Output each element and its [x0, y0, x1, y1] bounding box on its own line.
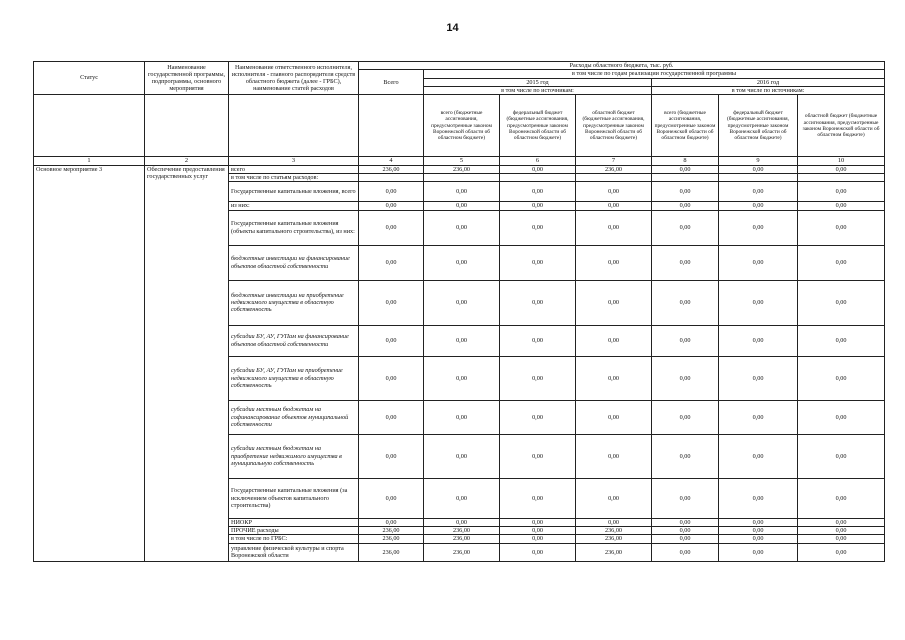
- value-cell: 0,00: [719, 356, 798, 400]
- header-2015-federal: федеральный бюджет (бюджетные ассигнования, предусмотренные законом Воронежской области об областном бюджете): [500, 95, 576, 157]
- row-label: из них:: [229, 202, 359, 210]
- value-cell: 0,00: [500, 527, 576, 535]
- value-cell: [424, 174, 500, 182]
- value-cell: 0,00: [500, 325, 576, 356]
- header-2015-regional: областной бюджет (бюджетные ассигнования, предусмотренные законом Воронежской области об областном бюджете): [576, 95, 652, 157]
- value-cell: 0,00: [576, 356, 652, 400]
- value-cell: 0,00: [359, 202, 424, 210]
- budget-table: [33, 61, 885, 562]
- value-cell: 236,00: [424, 535, 500, 543]
- col-number: 5: [424, 157, 500, 166]
- value-cell: 0,00: [359, 478, 424, 518]
- value-cell: 0,00: [500, 478, 576, 518]
- value-cell: 0,00: [576, 518, 652, 526]
- value-cell: 0,00: [798, 527, 885, 535]
- value-cell: 0,00: [798, 245, 885, 280]
- value-cell: 0,00: [652, 527, 719, 535]
- value-cell: 0,00: [652, 325, 719, 356]
- value-cell: 0,00: [576, 400, 652, 434]
- value-cell: 0,00: [359, 518, 424, 526]
- value-cell: 236,00: [576, 543, 652, 561]
- row-label: бюджетные инвестиции на приобретение недвижимого имущества в областную собственность: [229, 280, 359, 325]
- value-cell: 0,00: [500, 202, 576, 210]
- value-cell: 236,00: [424, 165, 500, 173]
- page-number: 14: [446, 22, 459, 34]
- value-cell: 0,00: [424, 202, 500, 210]
- value-cell: [576, 174, 652, 182]
- value-cell: 0,00: [424, 434, 500, 478]
- value-cell: 0,00: [359, 210, 424, 245]
- value-cell: 236,00: [359, 535, 424, 543]
- value-cell: 236,00: [576, 527, 652, 535]
- value-cell: 236,00: [359, 543, 424, 561]
- value-cell: 0,00: [576, 245, 652, 280]
- value-cell: 0,00: [719, 245, 798, 280]
- col-number: 10: [798, 157, 885, 166]
- value-cell: 0,00: [359, 280, 424, 325]
- header-year-2016: 2016 год: [652, 78, 885, 86]
- value-cell: 0,00: [719, 478, 798, 518]
- value-cell: 0,00: [798, 400, 885, 434]
- value-cell: 0,00: [576, 210, 652, 245]
- value-cell: 0,00: [424, 356, 500, 400]
- value-cell: 0,00: [500, 400, 576, 434]
- value-cell: 0,00: [359, 434, 424, 478]
- value-cell: 0,00: [798, 356, 885, 400]
- header-2015-total: всего (бюджетные ассигнования, предусмотренные законом Воронежской области об областном бюджете): [424, 95, 500, 157]
- value-cell: 0,00: [652, 210, 719, 245]
- header-year-2015: 2015 год: [424, 78, 652, 86]
- value-cell: 236,00: [576, 535, 652, 543]
- row-label: Государственные капитальные вложения (за исключением объектов капитального строительства): [229, 478, 359, 518]
- value-cell: 0,00: [500, 535, 576, 543]
- value-cell: 236,00: [424, 527, 500, 535]
- value-cell: 0,00: [359, 356, 424, 400]
- value-cell: 0,00: [500, 434, 576, 478]
- row-label: бюджетные инвестиции на финансирование объектов областной собственности: [229, 245, 359, 280]
- value-cell: 0,00: [719, 527, 798, 535]
- header-status: Статус: [34, 62, 145, 95]
- value-cell: 0,00: [652, 400, 719, 434]
- value-cell: 0,00: [359, 400, 424, 434]
- row-label: управление физической культуры и спорта Воронежской области: [229, 543, 359, 561]
- header-executor: Наименование ответственного исполнителя, исполнителя - главного распорядителя средств областного бюджета (далее - ГРБС), наименование статей расходов: [229, 62, 359, 95]
- value-cell: 0,00: [798, 280, 885, 325]
- row-label: в том числе по ГРБС:: [229, 535, 359, 543]
- value-cell: 0,00: [576, 202, 652, 210]
- value-cell: 0,00: [798, 202, 885, 210]
- row-label: субсидии местным бюджетам на приобретение недвижимого имущества в муниципальную собственность: [229, 434, 359, 478]
- value-cell: 0,00: [719, 202, 798, 210]
- value-cell: 0,00: [424, 280, 500, 325]
- value-cell: 0,00: [652, 356, 719, 400]
- header-spacer-1: [34, 95, 145, 157]
- value-cell: 0,00: [500, 280, 576, 325]
- header-2016-total: всего (бюджетные ассигнования, предусмотренные законом Воронежской области об областном бюджете): [652, 95, 719, 157]
- value-cell: 0,00: [719, 210, 798, 245]
- value-cell: 0,00: [798, 182, 885, 202]
- header-spacer-2: [145, 95, 229, 157]
- program-cell: Обеспечение предоставления государственных услуг: [145, 165, 229, 561]
- value-cell: [652, 174, 719, 182]
- header-by-years: в том числе по годам реализации государственной программы: [424, 70, 885, 78]
- value-cell: 0,00: [500, 518, 576, 526]
- col-number: 4: [359, 157, 424, 166]
- value-cell: 0,00: [652, 245, 719, 280]
- status-cell: Основное мероприятие 3: [34, 165, 145, 561]
- value-cell: 236,00: [359, 165, 424, 173]
- value-cell: 0,00: [359, 245, 424, 280]
- value-cell: 0,00: [719, 535, 798, 543]
- value-cell: 0,00: [719, 325, 798, 356]
- header-program-name: Наименование государственной программы, подпрограммы, основного мероприятия: [145, 62, 229, 95]
- value-cell: 0,00: [424, 400, 500, 434]
- value-cell: 0,00: [798, 165, 885, 173]
- value-cell: [798, 174, 885, 182]
- value-cell: 0,00: [798, 478, 885, 518]
- row-label: Государственные капитальные вложения (объекты капитального строительства), из них:: [229, 210, 359, 245]
- column-numbers-row: [34, 157, 885, 166]
- header-2016-regional: областной бюджет (бюджетные ассигнования, предусмотренные законом Воронежской области об областном бюджете): [798, 95, 885, 157]
- value-cell: 0,00: [652, 280, 719, 325]
- col-number: 3: [229, 157, 359, 166]
- row-label: субсидии БУ, АУ, ГУПам на приобретение недвижимого имущества в областную собственность: [229, 356, 359, 400]
- row-label: Государственные капитальные вложения, всего: [229, 182, 359, 202]
- col-number: 8: [652, 157, 719, 166]
- header-by-sources-2016: в том числе по источникам:: [652, 86, 885, 94]
- value-cell: 0,00: [798, 210, 885, 245]
- header-by-sources-2015: в том числе по источникам:: [424, 86, 652, 94]
- value-cell: 236,00: [424, 543, 500, 561]
- row-label: ПРОЧИЕ расходы: [229, 527, 359, 535]
- value-cell: 0,00: [719, 165, 798, 173]
- value-cell: 0,00: [500, 182, 576, 202]
- value-cell: 0,00: [652, 182, 719, 202]
- value-cell: 0,00: [652, 202, 719, 210]
- value-cell: [500, 174, 576, 182]
- value-cell: 0,00: [500, 210, 576, 245]
- value-cell: [359, 174, 424, 182]
- value-cell: 236,00: [576, 165, 652, 173]
- col-number: 9: [719, 157, 798, 166]
- col-number: 2: [145, 157, 229, 166]
- col-number: 1: [34, 157, 145, 166]
- value-cell: 0,00: [500, 245, 576, 280]
- value-cell: 0,00: [576, 325, 652, 356]
- value-cell: 0,00: [652, 518, 719, 526]
- value-cell: 0,00: [719, 434, 798, 478]
- value-cell: 0,00: [652, 543, 719, 561]
- value-cell: 0,00: [424, 182, 500, 202]
- value-cell: 0,00: [719, 543, 798, 561]
- row-label: НИОКР: [229, 518, 359, 526]
- header-spacer-3: [229, 95, 359, 157]
- header-total: Всего: [359, 70, 424, 95]
- value-cell: 0,00: [500, 543, 576, 561]
- value-cell: 0,00: [798, 518, 885, 526]
- value-cell: 236,00: [359, 527, 424, 535]
- value-cell: 0,00: [798, 434, 885, 478]
- value-cell: 0,00: [652, 535, 719, 543]
- value-cell: 0,00: [500, 165, 576, 173]
- value-cell: 0,00: [576, 182, 652, 202]
- table-row: [34, 165, 885, 173]
- value-cell: [719, 174, 798, 182]
- value-cell: 0,00: [798, 325, 885, 356]
- value-cell: 0,00: [652, 434, 719, 478]
- value-cell: 0,00: [359, 325, 424, 356]
- value-cell: 0,00: [576, 434, 652, 478]
- row-label: субсидии БУ, АУ, ГУПам на финансирование объектов областной собственности: [229, 325, 359, 356]
- value-cell: 0,00: [424, 518, 500, 526]
- value-cell: 0,00: [719, 182, 798, 202]
- value-cell: 0,00: [719, 280, 798, 325]
- value-cell: 0,00: [576, 478, 652, 518]
- value-cell: 0,00: [652, 165, 719, 173]
- value-cell: 0,00: [424, 478, 500, 518]
- value-cell: 0,00: [424, 325, 500, 356]
- header-spacer-4: [359, 95, 424, 157]
- col-number: 7: [576, 157, 652, 166]
- value-cell: 0,00: [424, 245, 500, 280]
- col-number: 6: [500, 157, 576, 166]
- value-cell: 0,00: [424, 210, 500, 245]
- value-cell: 0,00: [359, 182, 424, 202]
- value-cell: 0,00: [576, 280, 652, 325]
- value-cell: 0,00: [798, 535, 885, 543]
- value-cell: 0,00: [719, 518, 798, 526]
- row-label: субсидии местным бюджетам на софинансирование объектов муниципальной собственности: [229, 400, 359, 434]
- value-cell: 0,00: [500, 356, 576, 400]
- row-label: всего: [229, 165, 359, 173]
- row-label: в том числе по статьям расходов:: [229, 174, 359, 182]
- header-expenses-title: Расходы областного бюджета, тыс. руб.: [359, 62, 885, 70]
- value-cell: 0,00: [798, 543, 885, 561]
- value-cell: 0,00: [652, 478, 719, 518]
- header-2016-federal: федеральный бюджет (бюджетные ассигнования, предусмотренные законом Воронежской области об областном бюджете): [719, 95, 798, 157]
- value-cell: 0,00: [719, 400, 798, 434]
